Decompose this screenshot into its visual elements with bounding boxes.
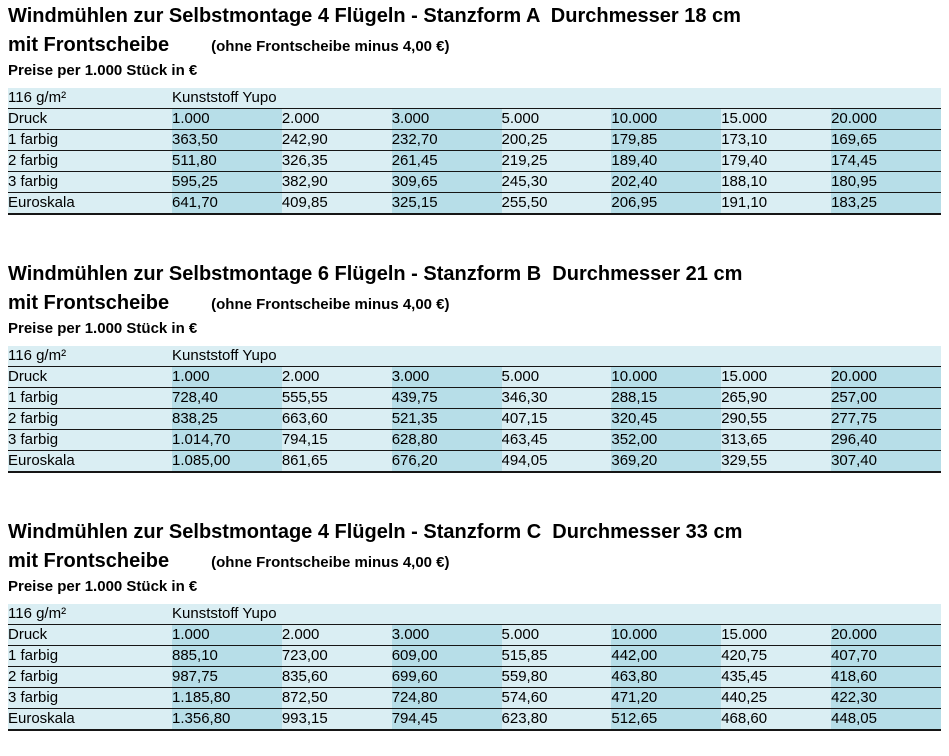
quantity-header-cell: 5.000	[502, 367, 612, 388]
subtitle-front: mit Frontscheibe	[8, 550, 170, 572]
price-row	[8, 388, 941, 409]
price-cell: 329,55	[721, 451, 831, 473]
quantity-header-cell: 3.000	[392, 625, 502, 646]
row-label: 3 farbig	[8, 688, 172, 709]
price-cell: 363,50	[172, 130, 282, 151]
price-cell: 663,60	[282, 409, 392, 430]
price-section	[8, 4, 949, 215]
row-label: 1 farbig	[8, 646, 172, 667]
row-label: Euroskala	[8, 709, 172, 731]
price-table	[8, 88, 941, 215]
price-cell: 699,60	[392, 667, 502, 688]
row-label: Euroskala	[8, 193, 172, 215]
price-cell: 179,85	[611, 130, 721, 151]
price-table	[8, 346, 941, 473]
price-cell: 290,55	[721, 409, 831, 430]
price-cell: 574,60	[502, 688, 612, 709]
price-cell: 861,65	[282, 451, 392, 473]
price-cell: 200,25	[502, 130, 612, 151]
price-cell: 206,95	[611, 193, 721, 215]
quantity-header-cell: 2.000	[282, 625, 392, 646]
price-cell: 641,70	[172, 193, 282, 215]
price-cell: 313,65	[721, 430, 831, 451]
price-row	[8, 451, 941, 473]
price-row	[8, 688, 941, 709]
material-row	[8, 88, 941, 109]
price-note: Preise per 1.000 Stück in €	[8, 320, 198, 337]
price-cell: 993,15	[282, 709, 392, 731]
price-cell: 409,85	[282, 193, 392, 215]
price-cell: 309,65	[392, 172, 502, 193]
price-row	[8, 430, 941, 451]
price-cell: 420,75	[721, 646, 831, 667]
price-cell: 202,40	[611, 172, 721, 193]
price-cell: 494,05	[502, 451, 612, 473]
price-cell: 407,70	[831, 646, 941, 667]
row-label: 3 farbig	[8, 172, 172, 193]
price-cell: 628,80	[392, 430, 502, 451]
paper-weight-label: 116 g/m²	[8, 604, 172, 625]
price-cell: 440,25	[721, 688, 831, 709]
price-cell: 623,80	[502, 709, 612, 731]
material-label: Kunststoff Yupo	[172, 346, 941, 367]
row-label: 2 farbig	[8, 409, 172, 430]
price-cell: 320,45	[611, 409, 721, 430]
price-cell: 1.085,00	[172, 451, 282, 473]
price-cell: 326,35	[282, 151, 392, 172]
quantity-header-cell: 1.000	[172, 109, 282, 130]
price-cell: 1.014,70	[172, 430, 282, 451]
price-cell: 987,75	[172, 667, 282, 688]
price-cell: 288,15	[611, 388, 721, 409]
price-cell: 180,95	[831, 172, 941, 193]
price-cell: 245,30	[502, 172, 612, 193]
price-cell: 191,10	[721, 193, 831, 215]
price-cell: 265,90	[721, 388, 831, 409]
price-cell: 307,40	[831, 451, 941, 473]
price-cell: 442,00	[611, 646, 721, 667]
price-row	[8, 130, 941, 151]
price-cell: 188,10	[721, 172, 831, 193]
price-cell: 232,70	[392, 130, 502, 151]
price-cell: 471,20	[611, 688, 721, 709]
price-cell: 512,65	[611, 709, 721, 731]
price-row	[8, 646, 941, 667]
price-cell: 794,45	[392, 709, 502, 731]
price-cell: 242,90	[282, 130, 392, 151]
druck-header: Druck	[8, 367, 172, 388]
quantity-header-cell: 20.000	[831, 109, 941, 130]
price-cell: 255,50	[502, 193, 612, 215]
price-cell: 463,45	[502, 430, 612, 451]
subtitle-front: mit Frontscheibe	[8, 292, 170, 314]
price-cell: 723,00	[282, 646, 392, 667]
paper-weight-label: 116 g/m²	[8, 346, 172, 367]
subtitle-note: (ohne Frontscheibe minus 4,00 €)	[211, 296, 450, 313]
price-cell: 676,20	[392, 451, 502, 473]
quantity-header-cell: 2.000	[282, 367, 392, 388]
material-row	[8, 604, 941, 625]
price-cell: 835,60	[282, 667, 392, 688]
druck-header: Druck	[8, 109, 172, 130]
price-cell: 296,40	[831, 430, 941, 451]
quantity-header-row	[8, 625, 941, 646]
material-label: Kunststoff Yupo	[172, 604, 941, 625]
price-cell: 838,25	[172, 409, 282, 430]
price-cell: 407,15	[502, 409, 612, 430]
price-cell: 169,65	[831, 130, 941, 151]
subtitle-note: (ohne Frontscheibe minus 4,00 €)	[211, 554, 450, 571]
price-cell: 382,90	[282, 172, 392, 193]
material-label: Kunststoff Yupo	[172, 88, 941, 109]
price-cell: 885,10	[172, 646, 282, 667]
section-title: Windmühlen zur Selbstmontage 4 Flügeln - Stanzform A Durchmesser 18 cm	[8, 5, 741, 27]
price-row	[8, 709, 941, 731]
druck-header: Druck	[8, 625, 172, 646]
price-row	[8, 172, 941, 193]
row-label: Euroskala	[8, 451, 172, 473]
price-cell: 346,30	[502, 388, 612, 409]
price-cell: 189,40	[611, 151, 721, 172]
price-cell: 183,25	[831, 193, 941, 215]
price-cell: 1.185,80	[172, 688, 282, 709]
price-cell: 325,15	[392, 193, 502, 215]
price-cell: 794,15	[282, 430, 392, 451]
price-cell: 521,35	[392, 409, 502, 430]
price-section	[8, 520, 949, 731]
quantity-header-cell: 5.000	[502, 109, 612, 130]
row-label: 2 farbig	[8, 667, 172, 688]
price-row	[8, 151, 941, 172]
price-cell: 468,60	[721, 709, 831, 731]
quantity-header-cell: 20.000	[831, 367, 941, 388]
quantity-header-cell: 15.000	[721, 625, 831, 646]
subtitle-note: (ohne Frontscheibe minus 4,00 €)	[211, 38, 450, 55]
price-cell: 724,80	[392, 688, 502, 709]
quantity-header-cell: 10.000	[611, 109, 721, 130]
quantity-header-cell: 2.000	[282, 109, 392, 130]
price-section	[8, 262, 949, 473]
price-cell: 179,40	[721, 151, 831, 172]
price-cell: 872,50	[282, 688, 392, 709]
quantity-header-row	[8, 367, 941, 388]
price-list	[8, 4, 949, 731]
price-cell: 463,80	[611, 667, 721, 688]
price-cell: 352,00	[611, 430, 721, 451]
section-title: Windmühlen zur Selbstmontage 4 Flügeln - Stanzform C Durchmesser 33 cm	[8, 521, 743, 543]
price-cell: 609,00	[392, 646, 502, 667]
quantity-header-cell: 5.000	[502, 625, 612, 646]
price-cell: 559,80	[502, 667, 612, 688]
quantity-header-cell: 15.000	[721, 367, 831, 388]
row-label: 2 farbig	[8, 151, 172, 172]
subtitle-line	[8, 33, 949, 59]
price-cell: 277,75	[831, 409, 941, 430]
price-cell: 257,00	[831, 388, 941, 409]
quantity-header-row	[8, 109, 941, 130]
section-title: Windmühlen zur Selbstmontage 6 Flügeln - Stanzform B Durchmesser 21 cm	[8, 263, 743, 285]
price-cell: 422,30	[831, 688, 941, 709]
quantity-header-cell: 10.000	[611, 625, 721, 646]
row-label: 1 farbig	[8, 130, 172, 151]
price-cell: 174,45	[831, 151, 941, 172]
price-cell: 1.356,80	[172, 709, 282, 731]
quantity-header-cell: 10.000	[611, 367, 721, 388]
subtitle-front: mit Frontscheibe	[8, 34, 170, 56]
price-cell: 261,45	[392, 151, 502, 172]
price-note: Preise per 1.000 Stück in €	[8, 578, 198, 595]
subtitle-line	[8, 549, 949, 575]
price-cell: 418,60	[831, 667, 941, 688]
price-cell: 369,20	[611, 451, 721, 473]
price-note: Preise per 1.000 Stück in €	[8, 62, 198, 79]
price-cell: 728,40	[172, 388, 282, 409]
price-cell: 439,75	[392, 388, 502, 409]
price-row	[8, 667, 941, 688]
price-cell: 515,85	[502, 646, 612, 667]
row-label: 3 farbig	[8, 430, 172, 451]
price-cell: 511,80	[172, 151, 282, 172]
price-cell: 435,45	[721, 667, 831, 688]
quantity-header-cell: 3.000	[392, 367, 502, 388]
price-row	[8, 409, 941, 430]
quantity-header-cell: 3.000	[392, 109, 502, 130]
material-row	[8, 346, 941, 367]
quantity-header-cell: 1.000	[172, 367, 282, 388]
price-row	[8, 193, 941, 215]
subtitle-line	[8, 291, 949, 317]
price-cell: 595,25	[172, 172, 282, 193]
price-cell: 219,25	[502, 151, 612, 172]
row-label: 1 farbig	[8, 388, 172, 409]
price-cell: 173,10	[721, 130, 831, 151]
price-cell: 448,05	[831, 709, 941, 731]
quantity-header-cell: 20.000	[831, 625, 941, 646]
price-cell: 555,55	[282, 388, 392, 409]
price-table	[8, 604, 941, 731]
paper-weight-label: 116 g/m²	[8, 88, 172, 109]
quantity-header-cell: 1.000	[172, 625, 282, 646]
quantity-header-cell: 15.000	[721, 109, 831, 130]
